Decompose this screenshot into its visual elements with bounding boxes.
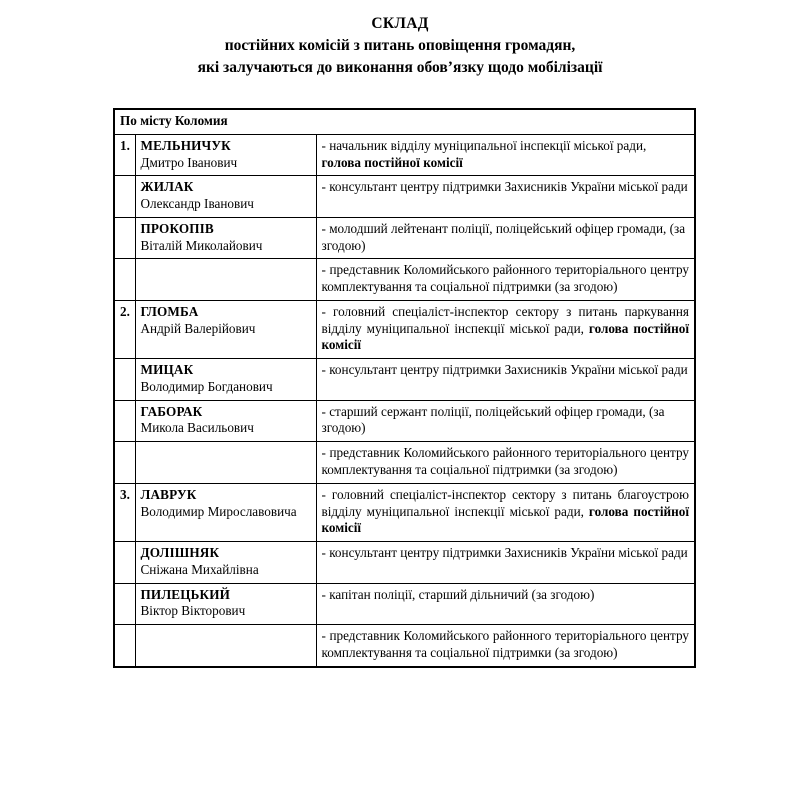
row-number: 1. xyxy=(114,134,135,176)
table-row xyxy=(114,300,695,358)
document-subtitle-line-2: які залучаються до виконання обов’язку щодо мобілізації xyxy=(197,59,603,77)
role-description-emphasis: голова постійної комісії xyxy=(321,503,689,536)
table-row xyxy=(114,442,695,484)
member-surname: МЕЛЬНИЧУК xyxy=(140,137,231,153)
role-description-text: - головний спеціаліст-інспектор сектору з питань паркування відділу муніципальної інспекції міської ради, xyxy=(321,303,689,336)
member-name-cell xyxy=(135,300,316,358)
member-surname: ГЛОМБА xyxy=(140,303,199,319)
document-title: СКЛАД xyxy=(371,15,429,32)
member-name-cell xyxy=(135,442,316,484)
table-row xyxy=(114,259,695,301)
member-role-description xyxy=(316,442,695,484)
role-description-emphasis: голова постійної комісії xyxy=(321,320,689,353)
member-surname: ЖИЛАК xyxy=(140,179,194,195)
member-name-cell xyxy=(135,542,316,584)
member-given-name: Віктор Вікторович xyxy=(140,603,246,619)
role-description-text: - старший сержант поліції, поліцейський офіцер громади, (за згодою) xyxy=(321,403,665,436)
row-number: 3. xyxy=(114,483,135,541)
table-section-header-row xyxy=(114,109,695,134)
member-name-cell xyxy=(135,483,316,541)
table-row xyxy=(114,483,695,541)
member-name-cell xyxy=(135,359,316,401)
member-surname: ГАБОРАК xyxy=(140,403,203,419)
member-name-cell xyxy=(135,625,316,667)
member-role-description xyxy=(316,542,695,584)
member-role-description xyxy=(316,400,695,442)
role-description-text: - головний спеціаліст-інспектор сектору з питань благоустрою відділу муніципальної інспекції міської ради, xyxy=(321,486,689,519)
member-name-cell xyxy=(135,259,316,301)
row-number xyxy=(114,583,135,625)
row-number: 2. xyxy=(114,300,135,358)
composition-table-wrapper xyxy=(113,108,695,668)
member-role-description xyxy=(316,625,695,667)
role-description-text: - молодший лейтенант поліції, поліцейський офіцер громади, (за згодою) xyxy=(321,220,686,253)
member-surname: ПИЛЕЦЬКИЙ xyxy=(140,586,231,602)
document-subtitle-line-1: постійних комісій з питань оповіщення громадян, xyxy=(224,36,576,54)
member-name-cell xyxy=(135,583,316,625)
table-row xyxy=(114,134,695,176)
row-number xyxy=(114,442,135,484)
member-given-name: Володимир Богданович xyxy=(140,378,273,394)
table-row xyxy=(114,176,695,218)
table-row xyxy=(114,359,695,401)
member-surname: ДОЛІШНЯК xyxy=(140,545,220,561)
member-name-cell xyxy=(135,176,316,218)
row-number xyxy=(114,400,135,442)
member-name-cell xyxy=(135,217,316,259)
composition-table xyxy=(113,108,696,668)
member-role-description xyxy=(316,217,695,259)
document-title-block xyxy=(0,0,800,80)
member-given-name: Дмитро Іванович xyxy=(140,154,238,170)
member-given-name: Володимир Мирославовича xyxy=(140,503,297,519)
member-role-description xyxy=(316,134,695,176)
member-role-description xyxy=(316,483,695,541)
table-row xyxy=(114,217,695,259)
member-given-name: Сніжана Михайлівна xyxy=(140,561,259,577)
row-number xyxy=(114,625,135,667)
member-role-description xyxy=(316,359,695,401)
row-number xyxy=(114,259,135,301)
member-role-description xyxy=(316,259,695,301)
role-description-text: - представник Коломийського районного територіального центру комплектування та соціальної підтримки (за згодою) xyxy=(321,628,689,660)
member-given-name: Віталій Миколайович xyxy=(140,237,263,253)
role-description-text: - консультант центру підтримки Захисників України міської ради xyxy=(321,545,688,561)
member-given-name: Андрій Валерійович xyxy=(140,320,256,336)
table-row xyxy=(114,542,695,584)
row-number xyxy=(114,542,135,584)
member-given-name: Олександр Іванович xyxy=(140,196,254,212)
member-surname: ПРОКОПІВ xyxy=(140,220,214,236)
member-role-description xyxy=(316,176,695,218)
role-description-text: - представник Коломийського районного територіального центру комплектування та соціальної підтримки (за згодою) xyxy=(321,262,689,295)
role-description-text: - начальник відділу муніципальної інспекції міської ради, xyxy=(321,137,647,153)
table-row xyxy=(114,583,695,625)
row-number xyxy=(114,217,135,259)
table-row xyxy=(114,400,695,442)
member-role-description xyxy=(316,300,695,358)
role-description-emphasis: голова постійної комісії xyxy=(321,154,463,170)
row-number xyxy=(114,176,135,218)
role-description-text: - консультант центру підтримки Захисників України міської ради xyxy=(321,362,688,378)
role-description-text: - представник Коломийського районного територіального центру комплектування та соціальної підтримки (за згодою) xyxy=(321,445,689,478)
member-given-name: Микола Васильович xyxy=(140,420,254,436)
member-name-cell xyxy=(135,400,316,442)
member-name-cell xyxy=(135,134,316,176)
role-description-text: - капітан поліції, старший дільничий (за згодою) xyxy=(321,586,595,602)
table-row xyxy=(114,625,695,667)
role-description-text: - консультант центру підтримки Захисників України міської ради xyxy=(321,179,688,195)
member-surname: МИЦАК xyxy=(140,362,194,378)
row-number xyxy=(114,359,135,401)
section-header-label: По місту Коломия xyxy=(114,109,695,134)
member-role-description xyxy=(316,583,695,625)
composition-table-body xyxy=(114,109,695,667)
member-surname: ЛАВРУК xyxy=(140,486,197,502)
